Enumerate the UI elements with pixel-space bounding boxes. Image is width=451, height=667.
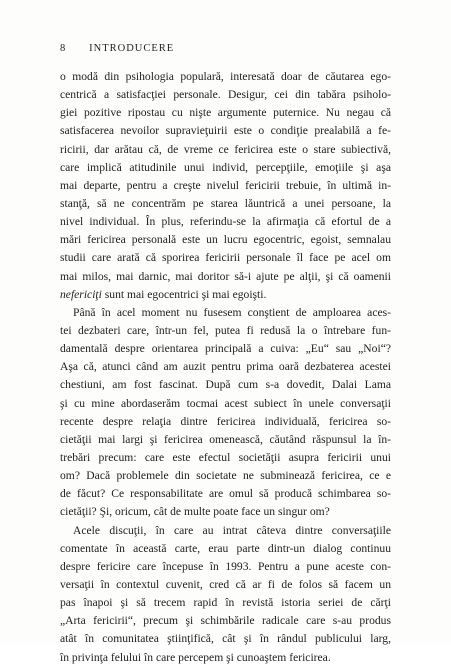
text-line: Aşa că, atunci când am auzit pentru prima oară dezbaterea acestei (60, 360, 391, 374)
text-line: centrică a satisfacţiei personale. Desigur, cei din tabăra psiholo- (60, 88, 391, 102)
text-line: giei pozitive ripostau cu nişte argumente puternice. Nu negau că (60, 106, 391, 120)
text-line: despre fericire care începuse în 1993. Pentru a pune aceste con- (60, 559, 391, 573)
text-line: nefericiţi sunt mai egocentrici şi mai egoişti. (60, 287, 267, 301)
text-line: Până în acel moment nu fusesem conştient de amploarea aces- (73, 305, 391, 319)
text-line: versaţii în contextul cuvenit, cred că ar fi de folos să facem un (60, 577, 391, 591)
page-header (60, 43, 174, 54)
text-line: o modă din psihologia populară, interesată doar de căutarea ego- (60, 70, 391, 83)
text-line: tei dezbateri care, într-un fel, putea fi redusă la o întrebare fun- (60, 323, 391, 337)
running-title: INTRODUCERE (89, 43, 175, 54)
text-line: mai departe, pentru a creşte nivelul fericirii trebuie, în ultimă in- (60, 178, 391, 192)
text-line: chestiuni, am fost fascinat. După cum s-a dovedit, Dalai Lama (60, 378, 391, 392)
text-line: ricirii, dar arătau că, de vreme ce fericirea este o stare subiectivă, (60, 142, 391, 156)
text-line: om? Dacă problemele din societate ne subminează fericirea, ce e (60, 469, 391, 483)
text-line: pas înapoi şi să trecem rapid în revistă istoria seriei de cărţi (60, 596, 391, 610)
text-line: şi cu mine abordaserăm tocmai acest subiect în unele conversaţii (60, 396, 391, 410)
text-line: studii care arată că sporirea fericirii personale îl face pe acel om (60, 251, 391, 265)
page-number: 8 (60, 43, 66, 54)
text-line: comentate în această carte, erau parte dintr-un dialog continuu (60, 541, 391, 555)
text-line: cietăţii? Şi, oricum, cât de multe poate face un singur om? (60, 505, 330, 519)
text-line: care implică atitudinile unui individ, percepţiile, emoţiile şi aşa (60, 160, 391, 174)
text-line: mai milos, mai darnic, mai doritor să-i ajute pe alţii, şi că oamenii (60, 269, 391, 283)
text-line: de făcut? Ce responsabilitate are omul să producă schimbarea so- (60, 487, 391, 501)
text-line: trebări precum: care este efectul societăţii asupra fericirii unui (60, 450, 391, 464)
text-line: Acele discuţii, în care au intrat câteva dintre conversaţiile (73, 523, 391, 537)
text-line: damentală despre orientarea principală a cuiva: „Eu“ sau „Noi“? (60, 342, 391, 356)
text-line: cietăţii mai largi şi fericirea omenească, căutând răspunsul la în- (60, 432, 391, 446)
text-line: recente despre relaţia dintre fericirea individuală, fericirea so- (60, 414, 391, 428)
text-line: atât în comunitatea ştiinţifică, cât şi în rândul publicului larg, (60, 632, 391, 646)
body-text (60, 68, 391, 667)
text-line: „Arta fericirii“, precum şi schimbările radicale care s-au produs (60, 614, 391, 628)
text-line: în privinţa felului în care percepem şi cunoaştem fericirea. (60, 650, 331, 664)
text-line: nivel individual. În plus, referindu-se la afirmaţia că efortul de a (60, 215, 391, 229)
text-line: stanţă, să ne concentrăm pe starea lăuntrică a unei persoane, la (60, 196, 391, 210)
text-line: mări fericirea personală este un lucru egocentric, egoist, semnalau (60, 233, 391, 247)
text-line: satisfacerea nevoilor supravieţuirii este o condiţie prealabilă a fe- (60, 124, 391, 138)
